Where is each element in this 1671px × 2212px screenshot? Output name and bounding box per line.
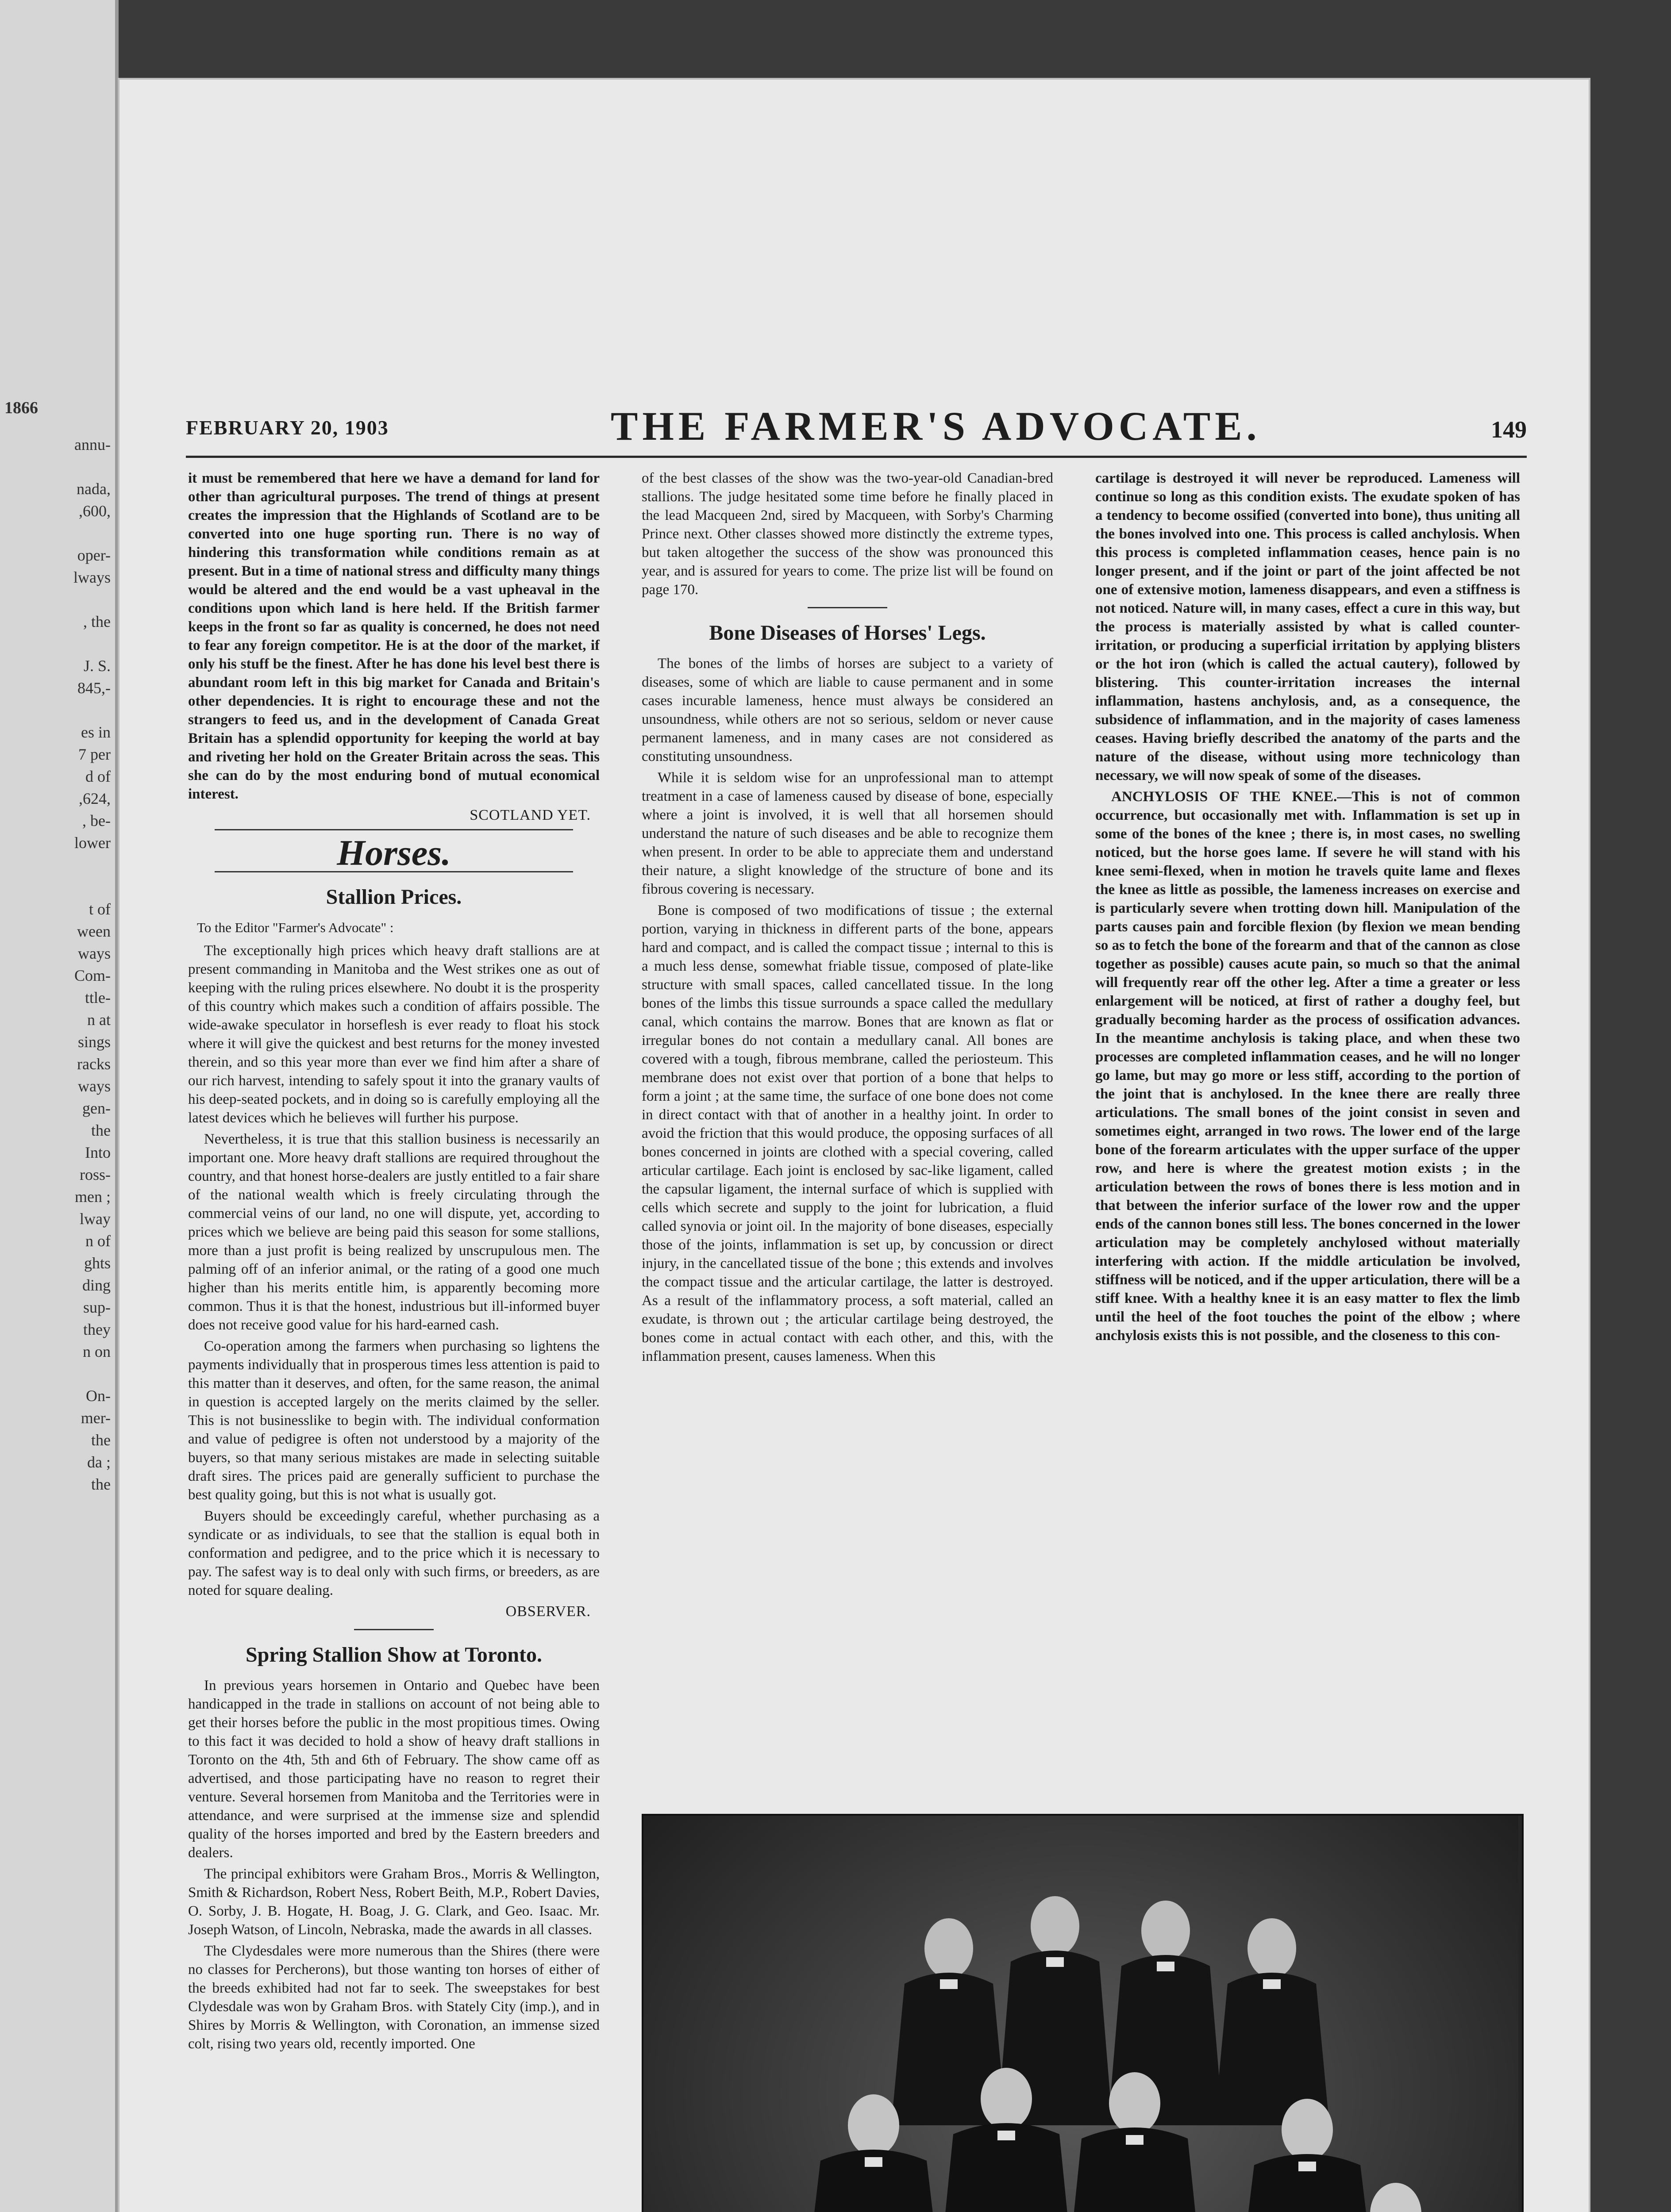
intro-paragraph: it must be remembered that here we have a demand for land for other than agricultural purposes. The trend of things at present creates the impression that the Highlands of Scotland are to be converted into one huge sporting run. There is no way of hindering this transformation while conditions remain as at present. But in a time of national stress and difficulty many things would be altered and the end would be a vast upheaval in the conditions upon which land is here held. If the British farmer keeps in the front so far as quality is concerned, he does not need to fear any foreign competitor. He is at the door of the market, if only his stuff be the finest. After he has done his level best there is abundant room left in this big market for Canada and Britain's other dependencies. It is right to encourage these and not the strangers to feed us, and in the development of Canada Great Britain has a splendid opportunity for keeping the world at bay and riveting her hold on the Greater Britain across the seas. This she can do by the most enduring bond of mutual economical interest.: [188, 470, 600, 802]
article-signature: OBSERVER.: [505, 1603, 591, 1620]
article-paragraph: Buyers should be exceedingly careful, whether purchasing as a syndicate or as individuals, to see that the stallion is equal both in conformation and pedigree, and to the price which it is necessary to pay. The safest way is to deal only with such firms, or breeders, as are noted for square dealing.: [188, 1508, 600, 1598]
previous-page-number: 1866: [4, 399, 38, 417]
previous-page-edge: [0, 0, 119, 2212]
article-title-bone-diseases: Bone Diseases of Horses' Legs.: [709, 621, 986, 645]
column-1: [188, 469, 600, 2056]
divider-rule: [354, 1629, 434, 1630]
article-title-spring-stallion-show: Spring Stallion Show at Toronto.: [245, 1643, 542, 1667]
column-3: [1095, 469, 1520, 1348]
section-rule: [215, 829, 573, 830]
article-paragraph: cartilage is destroyed it will never be reproduced. Lameness will continue so long as this condition exists. The exudate spoken of has a tendency to become ossified (converted into bone), thus uniting all the bones involved into one. This process is called anchylosis. When this process is completed inflammation ceases, hence pain is no longer present, and if the joint or part of the joint affected be not one of extensive motion, lameness disappears, and even a stiffness is not noticed. Nature will, in many cases, effect a cure in this way, but the process is materially assisted by what is called counter-irritation, or producing a superficial irritation by applying blisters or the hot iron (which is called the actual cautery), followed by blistering. This counter-irritation increases the internal inflammation, hastens anchylosis, and, as a consequence, the subsidence of inflammation, and in the majority of cases lameness ceases. Having briefly described the anatomy of the parts and the nature of the disease, without using more technicology than necessary, we will now speak of some of the diseases.: [1095, 470, 1520, 783]
issue-date: FEBRUARY 20, 1903: [186, 416, 389, 439]
previous-page-text-fragment: annu- nada, ,600, oper- lways , the J. S. 845,- es in 7 per d of ,624, , be- lower t of ween ways Com- ttle- n at sings racks ways gen- the Into ross- men ; lway n of ghts ding sup- they n on On- mer- the da ; the: [73, 436, 111, 1493]
editor-salutation: To the Editor "Farmer's Advocate" :: [197, 920, 394, 935]
section-title-horses: Horses.: [337, 833, 451, 873]
article-paragraph: The principal exhibitors were Graham Bros., Morris & Wellington, Smith & Richardson, Robert Ness, Robert Beith, M.P., Robert Davies, O. Sorby, J. B. Hogate, H. Boag, J. G. Clark, and Geo. Isaac. Mr. Joseph Watson, of Lincoln, Nebraska, made the awards in all classes.: [188, 1866, 600, 1938]
article-paragraph: Bone is composed of two modifications of tissue ; the external portion, varying in thickness in different parts of the bone, appears hard and compact, and is called the compact tissue ; internal to this is a much less dense, somewhat friable tissue, composed of plate-like structure with small spaces, called cancellated tissue. In the long bones of the limbs this tissue surrounds a space called the medullary canal, which contains the marrow. Bones that are known as flat or irregular bones do not contain a medullary canal. All bones are covered with a tough, fibrous membrane, called the periosteum. This membrane does not exist over that portion of a bone that helps to form a joint ; at the same time, the surface of one bone does not come in direct contact with that of another in a healthy joint. In order to avoid the friction that this would produce, the opposing surfaces of all bones concerned in joints are clothed with a special covering, called articular cartilage. Each joint is enclosed by sac-like ligament, called the capsular ligament, the internal surface of which is supplied with cells which secrete and supply to the joint for lubrication, a fluid called synovia or joint oil. In the majority of bone diseases, especially those of the joints, inflammation is set up, by concussion or direct injury, in the cancellated tissue of the bone ; this extends and involves the compact tissue and the articular cartilage, the latter is destroyed. As a result of the inflammatory process, a soft material, called an exudate, is thrown out ; the articular cartilage being destroyed, the bones come in actual contact with each other, and this, with the inflammation present, causes lameness. When this: [642, 902, 1053, 1364]
newspaper-page: [119, 80, 1589, 2212]
article-paragraph: Nevertheless, it is true that this stallion business is necessarily an important one. More heavy draft stallions are required throughout the country, and that honest horse-dealers are justly entitled to a fair share of the national wealth which is freely circulating through the commercial veins of our land, no one will dispute, yet, according to prices which we believe are being paid this season for some stallions, more than a just profit is being realized by unscrupulous men. The palming off of an inferior animal, or the rating of a good one much higher than his merits entitle him, is apparently becoming more common. Thus it is that the honest, industrious but ill-informed buyer does not receive good value for his hard-earned cash.: [188, 1131, 600, 1333]
page-header: [186, 403, 1527, 458]
article-paragraph: The Clydesdales were more numerous than the Shires (there were no classes for Percherons), but those wanting ton horses of either of the breeds exhibited had not far to seek. The sweepstakes for best Clydesdale was won by Graham Bros. with Stately City (imp.), and in Shires by Morris & Wellington, with Coronation, an immense sized colt, rising two years old, recently imported. One: [188, 1943, 600, 2052]
article-paragraph: ANCHYLOSIS OF THE KNEE.—This is not of common occurrence, but occasionally met with. Inflammation is set up in some of the bones of the knee ; there is, in most cases, no swelling noticed, but the horse goes lame. If severe he will stand with his knee semi-flexed, when in motion he travels quite lame and flexes the knee as little as possible, the lameness increases on exercise and is particularly severe when trotting down hill. Manipulation of the parts causes pain and forcible flexion (by flexion we mean bending so as to fetch the bone of the forearm and that of the cannon as close together as possible) causes acute pain, so much so that the animal will frequently rear off the other leg. After a time a greater or less enlargement will be noticed, at first of rather a doughy feel, but gradually becoming harder as the process of ossification advances. In the meantime anchylosis is taking place, and when these two processes are completed inflammation ceases, and he will no longer go lame, but may go more or less stiff, according to the portion of the joint that is anchylosed. In the knee there are really three articulations. The small bones of the joint consist in seven and sometimes eight, arranged in two rows. The lower end of the large bone of the forearm articulates with the upper surface of the upper row, and here is where the greatest motion exists ; in the articulation between the rows of bones there is less motion and in that between the inferior surface of the lower row and the upper ends of the cannon bones still less. The bones concerned in the lower articulation may be completely anchylosed without materially interfering with action. If the middle articulation be involved, stiffness will be noticed, and if the upper articulation, there will be a stiff knee. With a healthy knee it is an easy matter to flex the limb until the heel of the foot touches the point of the elbow ; where anchylosis exists this is not possible, and the closeness to this con-: [1095, 789, 1520, 1344]
photo-block: [642, 1814, 1520, 2212]
article-title-stallion-prices: Stallion Prices.: [326, 885, 462, 909]
article-paragraph: The bones of the limbs of horses are subject to a variety of diseases, some of which are liable to cause permanent and in some cases incurable lameness, hence must always be considered an unsoundness, while others are not so serious, seldom or never cause permanent lameness, and in many cases are not considered as constituting unsoundness.: [642, 656, 1053, 764]
article-paragraph: Co-operation among the farmers when purchasing so lightens the payments individually that in prosperous times less attention is paid to this matter than it deserves, and often, for the same reason, the animal in question is accepted largely on the merits claimed by the seller. This is not businesslike to begin with. The individual conformation and value of pedigree is often not understood by a majority of the buyers, so that many serious mistakes are made in selecting suitable draft sires. The prices paid are generally sufficient to purchase the best quality going, but this is not what is usually got.: [188, 1338, 600, 1503]
page-number: 149: [1491, 416, 1527, 443]
continued-paragraph: of the best classes of the show was the two-year-old Canadian-bred stallions. The judge hesitated some time before he finally placed in the lead Macqueen 2nd, sired by Macqueen, with Sorby's Charming Prince next. Other classes showed more distinctly the extreme types, but taken altogether the success of the show was pronounced this year, and is assured for years to come. The prize list will be found on page 170.: [642, 470, 1053, 598]
article-paragraph: The exceptionally high prices which heavy draft stallions are at present commanding in Manitoba and the West strikes one as out of keeping with the ruling prices elsewhere. No doubt it is the prosperity of this country which makes such a condition of affairs possible. The wide-awake speculator in horseflesh is ever ready to float his stock where it will give the quickest and best returns for the money invested therein, and so this year more than ever we find him after a share of our rich harvest, intending to safely spout it into the granary vaults of his deep-seated pockets, and in doing so is carefully employing all the latest devices which he believes will further his purpose.: [188, 943, 600, 1126]
article-paragraph: In previous years horsemen in Ontario and Quebec have been handicapped in the trade in stallions on account of not being able to get their horses before the public in the most propitious times. Owing to this fact it was decided to hold a show of heavy draft stallions in Toronto on the 4th, 5th and 6th of February. The show came off as advertised, and those participating have no reason to regret their venture. Several horsemen from Manitoba and the Territories were in attendance, and were surprised at the immense size and splendid quality of the horses imported and bred by the Eastern breeders and dealers.: [188, 1678, 600, 1861]
group-photograph: [642, 1814, 1524, 2212]
photo-illustration: [643, 1816, 1518, 2212]
article-paragraph: While it is seldom wise for an unprofessional man to attempt treatment in a case of lameness caused by disease of bone, especially where a joint is involved, it is well that all horsemen should understand the nature of such diseases and be able to recognize them when present. In order to be able to appreciate them and understand their nature, a slight knowledge of the structure of bone and its fibrous covering is necessary.: [642, 770, 1053, 897]
intro-signature: SCOTLAND YET.: [470, 807, 591, 823]
divider-rule: [808, 607, 887, 608]
column-2: [642, 469, 1053, 1368]
masthead-title: THE FARMER'S ADVOCATE.: [611, 403, 1261, 449]
